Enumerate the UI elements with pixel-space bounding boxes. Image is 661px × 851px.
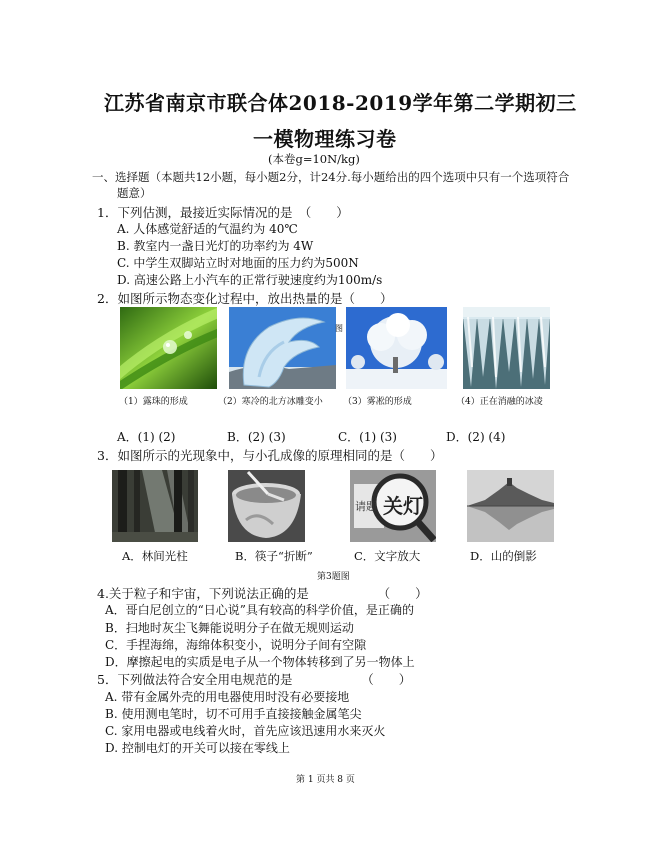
question-2-option-b: B．(2) (3) — [227, 430, 286, 444]
section-instructions: 一、选择题（本题共12小题，每小题2分，计24分.每小题给出的四个选项中只有一个选项符合 — [92, 170, 570, 184]
caption-text-magnified: C．文字放大 — [354, 549, 421, 563]
question-1-option-d: D. 高速公路上小汽车的正常行驶速度约为100m/s — [117, 273, 383, 287]
figure-3-label: 第3题图 — [317, 572, 350, 582]
dewdrop-photo — [120, 307, 217, 389]
question-2-option-d: D．(2) (4) — [446, 430, 506, 444]
question-5-option-c: C. 家用电器或电线着火时，首先应该迅速用水来灭火 — [105, 724, 386, 738]
caption-ice-sculpture: （2）寒冷的北方冰雕变小 — [218, 397, 323, 407]
question-1-option-b: B. 教室内一盏日光灯的功率约为 4W — [117, 239, 314, 253]
paper-title-line1: 江苏省南京市联合体2018-2019学年第二学期初三 — [104, 91, 577, 115]
caption-dewdrop: （1）露珠的形成 — [119, 397, 188, 407]
caption-forest-light: A．林间光柱 — [122, 549, 188, 563]
question-5-option-b: B. 使用测电笔时，切不可用手直接接触金属笔尖 — [105, 707, 362, 721]
paper-title-line2: 一模物理练习卷 — [253, 127, 397, 151]
chopsticks-bowl-photo — [228, 470, 305, 542]
gravity-note: (本卷g=10N/kg) — [268, 152, 360, 166]
question-1-option-a: A. 人体感觉舒适的气温约为 40℃ — [117, 222, 298, 236]
magnifier-small-text: 请题 — [355, 500, 377, 513]
caption-icicle: （4）正在消融的冰凌 — [456, 397, 543, 407]
question-5-stem: 5．下列做法符合安全用电规范的是 （ ） — [97, 672, 412, 687]
caption-rime: （3）雾凇的形成 — [343, 397, 412, 407]
page-footer: 第 1 页共 8 页 — [296, 775, 355, 785]
caption-chopsticks: B．筷子“折断” — [235, 549, 313, 563]
question-4-option-c: C．手捏海绵，海绵体积变小，说明分子间有空隙 — [105, 638, 367, 652]
question-4-option-d: D．摩擦起电的实质是电子从一个物体转移到了另一物体上 — [105, 655, 415, 669]
caption-mountain-reflection: D．山的倒影 — [470, 549, 537, 563]
question-4-stem: 4.关于粒子和宇宙，下列说法正确的是 （ ） — [97, 586, 428, 601]
section-instructions-cont: 题意） — [117, 186, 152, 200]
question-2-stem: 2．如图所示物态变化过程中，放出热量的是（ ） — [97, 291, 393, 306]
mountain-reflection-photo — [467, 470, 554, 542]
question-4-option-a: A．哥白尼创立的“日心说”具有较高的科学价值，是正确的 — [105, 603, 414, 617]
question-1-stem: 1．下列估测，最接近实际情况的是 （ ） — [97, 205, 349, 220]
figure-marker: 图 — [335, 324, 343, 333]
forest-light-photo — [112, 470, 198, 542]
question-2-option-a: A．(1) (2) — [117, 430, 176, 444]
question-2-option-c: C．(1) (3) — [338, 430, 397, 444]
rime-photo — [346, 307, 447, 389]
question-5-option-a: A. 带有金属外壳的用电器使用时没有必要接地 — [105, 690, 350, 704]
melting-icicle-photo — [463, 307, 550, 389]
magnifier-big-text: 关灯 — [383, 494, 423, 518]
question-5-option-d: D. 控制电灯的开关可以接在零线上 — [105, 741, 290, 755]
question-4-option-b: B．扫地时灰尘飞舞能说明分子在做无规则运动 — [105, 621, 354, 635]
magnifier-text-photo — [350, 470, 436, 542]
question-1-option-c: C. 中学生双脚站立时对地面的压力约为500N — [117, 256, 359, 270]
ice-sculpture-photo — [229, 307, 336, 389]
question-3-stem: 3．如图所示的光现象中，与小孔成像的原理相同的是（ ） — [97, 448, 443, 463]
